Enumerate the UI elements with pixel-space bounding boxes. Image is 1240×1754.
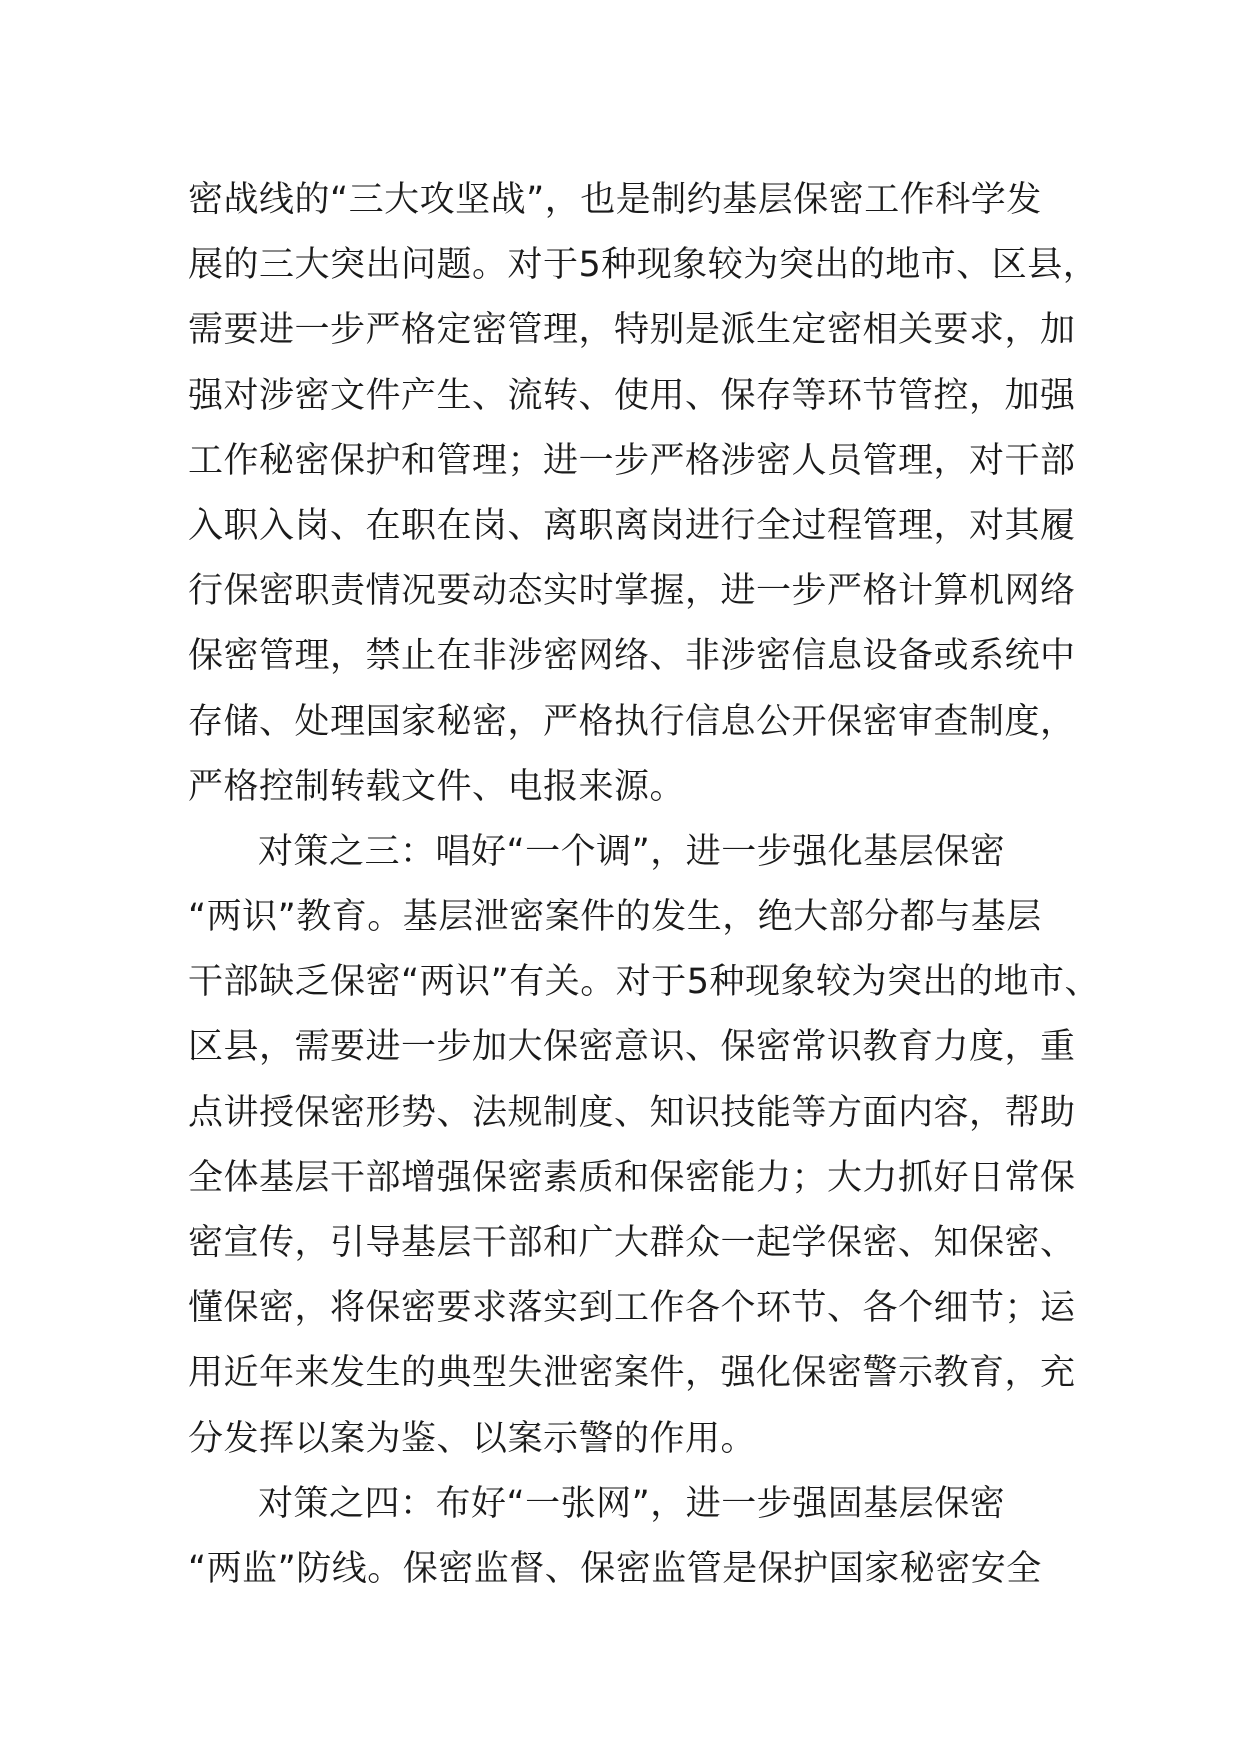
text-line: 懂保密，将保密要求落实到工作各个环节、各个细节；运 [188, 1288, 1076, 1329]
text-line: 全体基层干部增强保密素质和保密能力；大力抓好日常保 [188, 1157, 1076, 1198]
text-line: 工作秘密保护和管理；进一步严格涉密人员管理，对干部 [188, 440, 1076, 481]
text-line: “两识”教育。基层泄密案件的发生，绝大部分都与基层 [188, 897, 1042, 938]
text-line: 用近年来发生的典型失泄密案件，强化保密警示教育，充 [188, 1353, 1076, 1394]
text-line: 干部缺乏保密“两识”有关。对于5种现象较为突出的地市、 [188, 962, 1101, 1003]
text-line: 保密管理，禁止在非涉密网络、非涉密信息设备或系统中 [188, 636, 1076, 677]
text-line: 需要进一步严格定密管理，特别是派生定密相关要求，加 [188, 310, 1076, 351]
text-line: 点讲授保密形势、法规制度、知识技能等方面内容，帮助 [188, 1092, 1076, 1133]
text-line: 存储、处理国家秘密，严格执行信息公开保密审查制度， [188, 701, 1076, 742]
text-line: 行保密职责情况要动态实时掌握，进一步严格计算机网络 [188, 571, 1076, 612]
text-line: 对策之三：唱好“一个调”，进一步强化基层保密 [258, 831, 1006, 872]
text-line: 入职入岗、在职在岗、离职离岗进行全过程管理，对其履 [188, 505, 1076, 546]
text-line: 分发挥以案为鉴、以案示警的作用。 [188, 1418, 757, 1459]
text-line: 密战线的“三大攻坚战”，也是制约基层保密工作科学发 [188, 180, 1042, 220]
text-line: 对策之四：布好“一张网”，进一步强固基层保密 [258, 1483, 1006, 1524]
text-line: 严格控制转载文件、电报来源。 [188, 766, 686, 807]
body-text [188, 168, 1101, 1602]
text-line: 区县，需要进一步加大保密意识、保密常识教育力度，重 [188, 1027, 1076, 1068]
text-line: 密宣传，引导基层干部和广大群众一起学保密、知保密、 [188, 1223, 1076, 1263]
text-line: 强对涉密文件产生、流转、使用、保存等环节管控，加强 [188, 375, 1076, 416]
text-line: “两监”防线。保密监督、保密监管是保护国家秘密安全 [188, 1548, 1042, 1589]
text-line: 展的三大突出问题。对于5种现象较为突出的地市、区县， [188, 245, 1099, 286]
